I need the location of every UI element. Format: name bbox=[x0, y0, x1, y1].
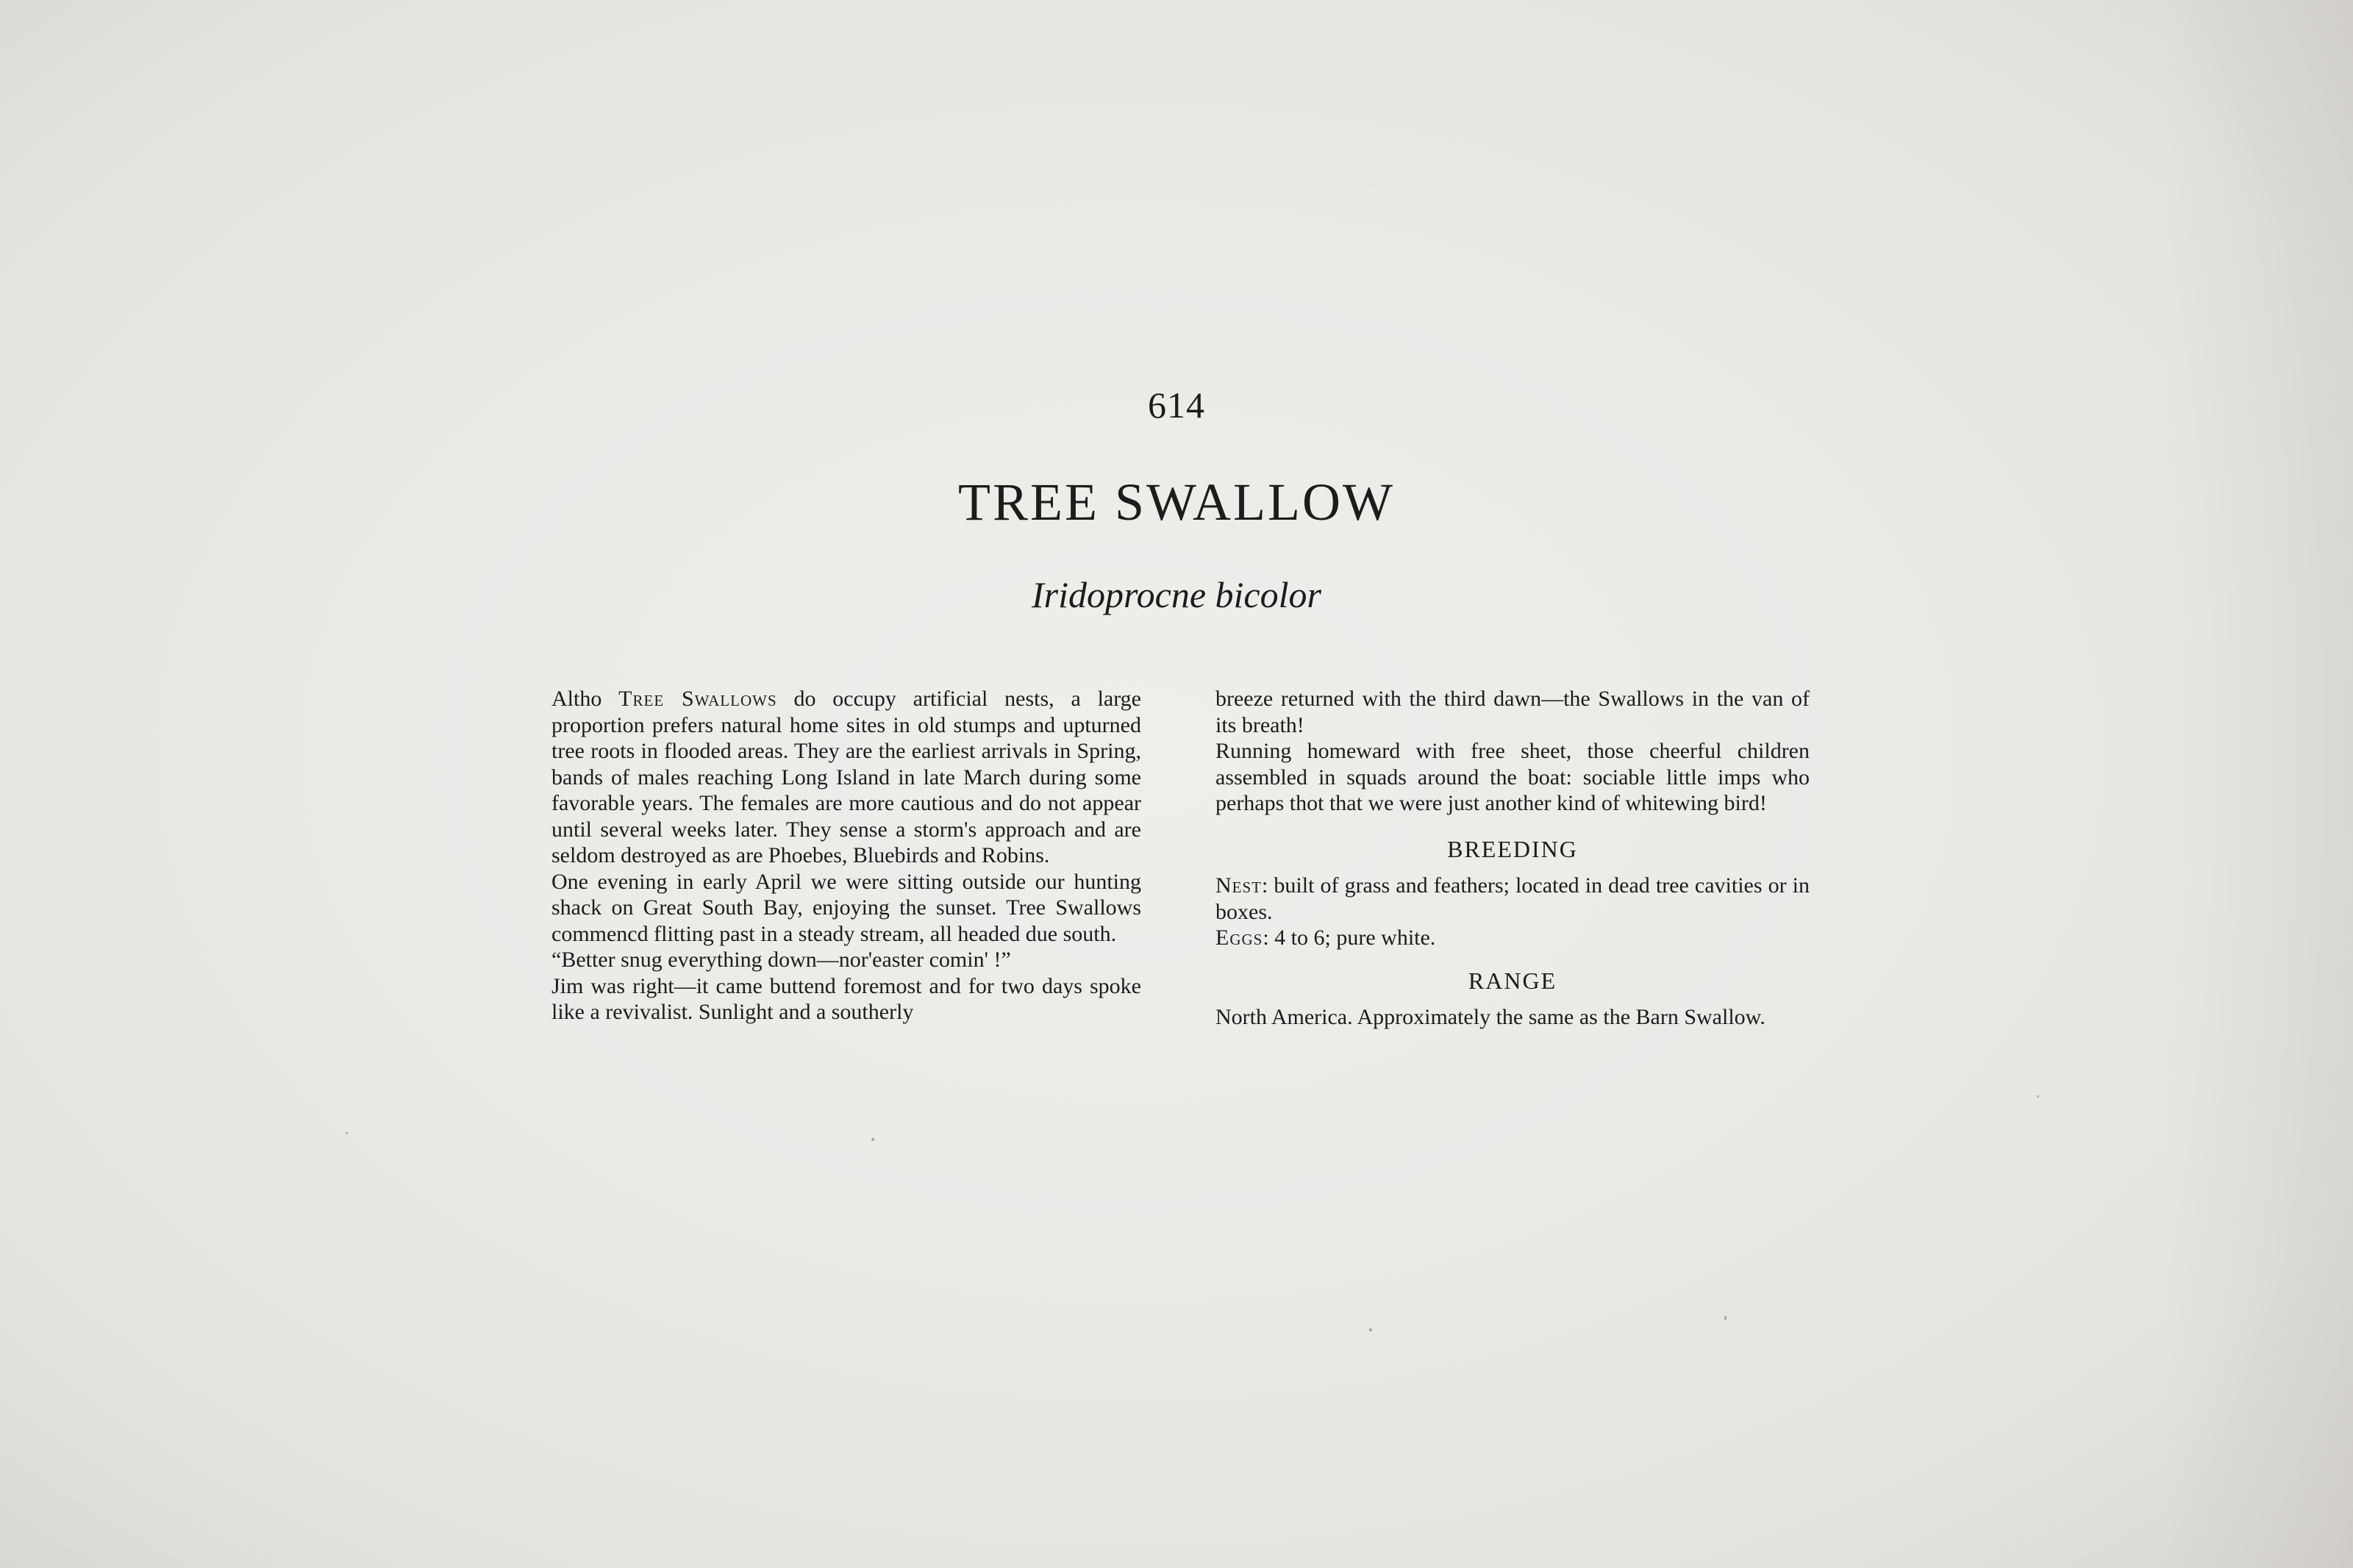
paragraph-breeze: breeze returned with the third dawn—the Swallows in the van of its breath! bbox=[1215, 687, 1810, 737]
paper-speck bbox=[871, 1138, 874, 1141]
eggs-label: Eggs bbox=[1215, 926, 1263, 950]
page-edge-shadow bbox=[2162, 0, 2353, 1568]
range-text: North America. Approximately the same as the Barn Swallow. bbox=[1215, 1005, 1765, 1029]
paper-speck bbox=[1369, 1328, 1372, 1331]
paper-speck bbox=[346, 1132, 348, 1134]
right-column bbox=[1215, 686, 1810, 1031]
page-number: 614 bbox=[1148, 384, 1205, 426]
page-title: TREE SWALLOW bbox=[958, 473, 1395, 531]
intro-lead-text: Altho bbox=[551, 687, 619, 711]
intro-rest-text: do occupy artificial nests, a large proportion prefers natural home sites in old stumps and upturned tree roots in flooded areas. They are the earliest arrivals in Spring, bands of males reaching Long Island in late March during some favorable years. The females are more cautious and do not appear until several weeks later. They sense a storm's approach and are seldom destroyed as are Phoebes, Bluebirds and Robins. bbox=[551, 687, 1141, 867]
eggs-text: : 4 to 6; pure white. bbox=[1263, 926, 1436, 950]
paper-speck bbox=[1724, 1316, 1727, 1320]
range-heading: RANGE bbox=[1468, 967, 1557, 994]
species-name-smallcaps: Tree Swallows bbox=[618, 687, 777, 711]
paragraph-jim: Jim was right—it came buttend foremost and for two days spoke like a revivalist. Sunlight and a southerly bbox=[551, 973, 1141, 1024]
paragraph-evening: One evening in early April we were sitting outside our hunting shack on Great South Bay, enjoying the sunset. Tree Swallows commencd flitting past in a steady stream, all headed due south. bbox=[551, 869, 1141, 946]
nest-label: Nest bbox=[1215, 873, 1262, 898]
paragraph-intro bbox=[551, 686, 1141, 869]
eggs-entry bbox=[1215, 925, 1810, 951]
paper-speck bbox=[2037, 1095, 2039, 1098]
nest-entry bbox=[1215, 873, 1810, 925]
nest-text: : built of grass and feathers; located in dead tree cavities or in boxes. bbox=[1215, 873, 1810, 924]
left-column bbox=[551, 686, 1141, 1025]
scientific-name: Iridoprocne bicolor bbox=[1032, 574, 1321, 615]
breeding-heading: BREEDING bbox=[1447, 835, 1578, 862]
paragraph-running: Running homeward with free sheet, those cheerful children assembled in squads around the boat: sociable little imps who perhaps thot that we were just another kind of whitewing bird! bbox=[1215, 739, 1810, 815]
paragraph-quote: “Better snug everything down—nor'easter comin' !” bbox=[551, 948, 1011, 972]
